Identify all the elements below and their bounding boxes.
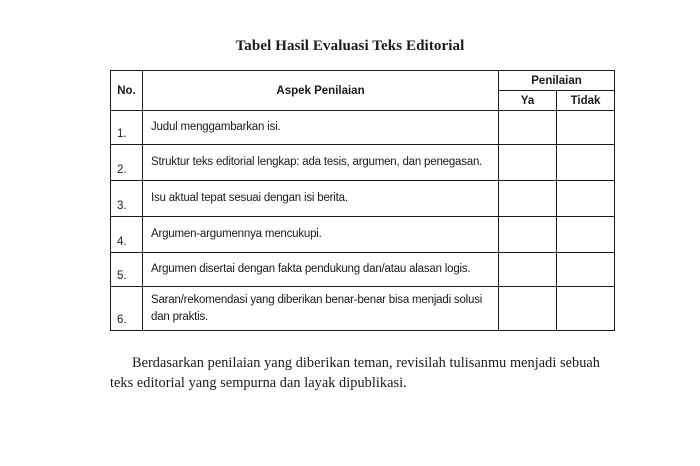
row-aspect: Argumen-argumennya mencukupi. xyxy=(143,217,499,253)
cell-no[interactable] xyxy=(557,217,615,253)
table-row xyxy=(111,145,615,181)
cell-no[interactable] xyxy=(557,145,615,181)
cell-no[interactable] xyxy=(557,111,615,145)
row-aspect: Isu aktual tepat sesuai dengan isi berita. xyxy=(143,181,499,217)
cell-no[interactable] xyxy=(557,181,615,217)
header-no-option: Tidak xyxy=(557,91,615,111)
row-number: 3. xyxy=(111,181,143,217)
cell-yes[interactable] xyxy=(499,217,557,253)
cell-yes[interactable] xyxy=(499,181,557,217)
table-row xyxy=(111,181,615,217)
row-aspect: Argumen disertai dengan fakta pendukung dan/atau alasan logis. xyxy=(143,253,499,287)
cell-yes[interactable] xyxy=(499,111,557,145)
header-no: No. xyxy=(111,71,143,111)
row-number: 1. xyxy=(111,111,143,145)
row-number: 6. xyxy=(111,287,143,331)
table-row xyxy=(111,217,615,253)
header-yes: Ya xyxy=(499,91,557,111)
cell-yes[interactable] xyxy=(499,253,557,287)
cell-yes[interactable] xyxy=(499,287,557,331)
cell-no[interactable] xyxy=(557,253,615,287)
table-row xyxy=(111,287,615,331)
row-number: 5. xyxy=(111,253,143,287)
evaluation-table xyxy=(110,70,615,331)
table-row xyxy=(111,253,615,287)
row-aspect: Judul menggambarkan isi. xyxy=(143,111,499,145)
row-aspect: Struktur teks editorial lengkap: ada tesis, argumen, dan penegasan. xyxy=(143,145,499,181)
row-number: 2. xyxy=(111,145,143,181)
instruction-paragraph: Berdasarkan penilaian yang diberikan teman, revisilah tulisanmu menjadi sebuah teks editorial yang sempurna dan layak dipublikasi. xyxy=(110,355,601,392)
header-row xyxy=(111,71,615,91)
header-assessment: Penilaian xyxy=(499,71,615,91)
cell-yes[interactable] xyxy=(499,145,557,181)
cell-no[interactable] xyxy=(557,287,615,331)
row-aspect: Saran/rekomendasi yang diberikan benar-benar bisa menjadi solusi dan praktis. xyxy=(143,287,499,331)
table-title: Tabel Hasil Evaluasi Teks Editorial xyxy=(235,38,465,54)
row-number: 4. xyxy=(111,217,143,253)
table-row xyxy=(111,111,615,145)
header-aspect: Aspek Penilaian xyxy=(143,71,499,111)
